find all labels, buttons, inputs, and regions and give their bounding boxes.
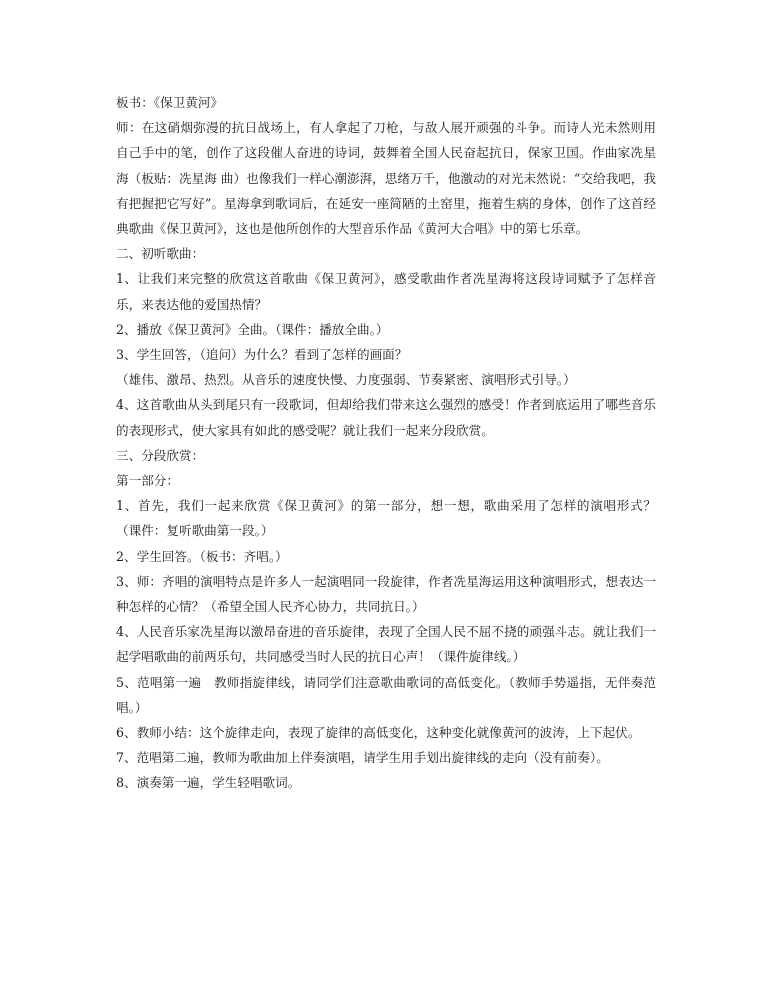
section-heading-segment-listen: 三、分段欣赏： [116,447,205,463]
list-item: 1、让我们来完整的欣赏这首歌曲《保卫黄河》，感受歌曲作者冼星海将这段诗词赋予了怎样音乐，来表达他的爱国热情？ [116,271,656,312]
list-item: 3、师：齐唱的演唱特点是许多人一起演唱同一段旋律，作者冼星海运用这种演唱形式，想表达一种怎样的心情？（希望全国人民齐心协力，共同抗日。） [116,573,656,615]
list-item: 4、人民音乐家冼星海以激昂奋进的音乐旋律，表现了全国人民不屈不挠的顽强斗志。就让我们一起学唱歌曲的前两乐句，共同感受当时人民的抗日心声！（课件旋律线。） [116,624,656,665]
list-item: 1、首先，我们一起来欣赏《保卫黄河》的第一部分，想一想，歌曲采用了怎样的演唱形式？ （课件：复听歌曲第一段。） [116,498,669,539]
subsection-heading-part-one: 第一部分： [116,473,179,489]
teacher-intro-paragraph: 师：在这硝烟弥漫的抗日战场上，有人拿起了刀枪，与敌人展开顽强的斗争。而诗人光未然则用自己手中的笔，创作了这段催人奋进的诗词，鼓舞着全国人民奋起抗日，保家卫国。作曲家冼星海（板贴：冼星海 曲）也像我们一样心潮澎湃，思绪万千，他激动的对光未然说：“交给我吧，我有把握把它写好”。星海拿到歌词后，在延安一座简陋的土窑里，拖着生病的身体，创作了这首经典歌曲《保卫黄河》，这也是他所创作的大型音乐作品《黄河大合唱》中的第七乐章。 [116,120,656,237]
list-item: 8、演奏第一遍，学生轻唱歌词。 [116,775,301,791]
list-item: 5、范唱第一遍 教师指旋律线，请同学们注意歌曲歌词的高低变化。（教师手势遥指，无伴奏范唱。） [116,674,656,715]
list-item: 2、播放《保卫黄河》全曲。（课件：播放全曲。） [116,321,389,337]
document-page [116,90,669,796]
section-heading-first-listen: 二、初听歌曲： [116,246,205,262]
list-item: 3、学生回答，（追问）为什么？看到了怎样的画面？ [116,347,408,363]
note-paragraph: （雄伟、激昂、热烈。从音乐的速度快慢、力度强弱、节奏紧密、演唱形式引导。） [116,372,576,388]
list-item: 4、这首歌曲从头到尾只有一段歌词，但却给我们带来这么强烈的感受！作者到底运用了哪些音乐的表现形式，使大家具有如此的感受呢？就让我们一起来分段欣赏。 [116,397,656,438]
list-item: 2、学生回答。（板书：齐唱。） [116,548,288,564]
board-title: 板书：《保卫黄河》 [116,95,224,110]
list-item: 6、教师小结：这个旋律走向，表现了旋律的高低变化，这种变化就像黄河的波涛，上下起伏。 [116,725,641,741]
list-item: 7、范唱第二遍，教师为歌曲加上伴奏演唱，请学生用手划出旋律线的走向（没有前奏）。 [116,750,609,766]
